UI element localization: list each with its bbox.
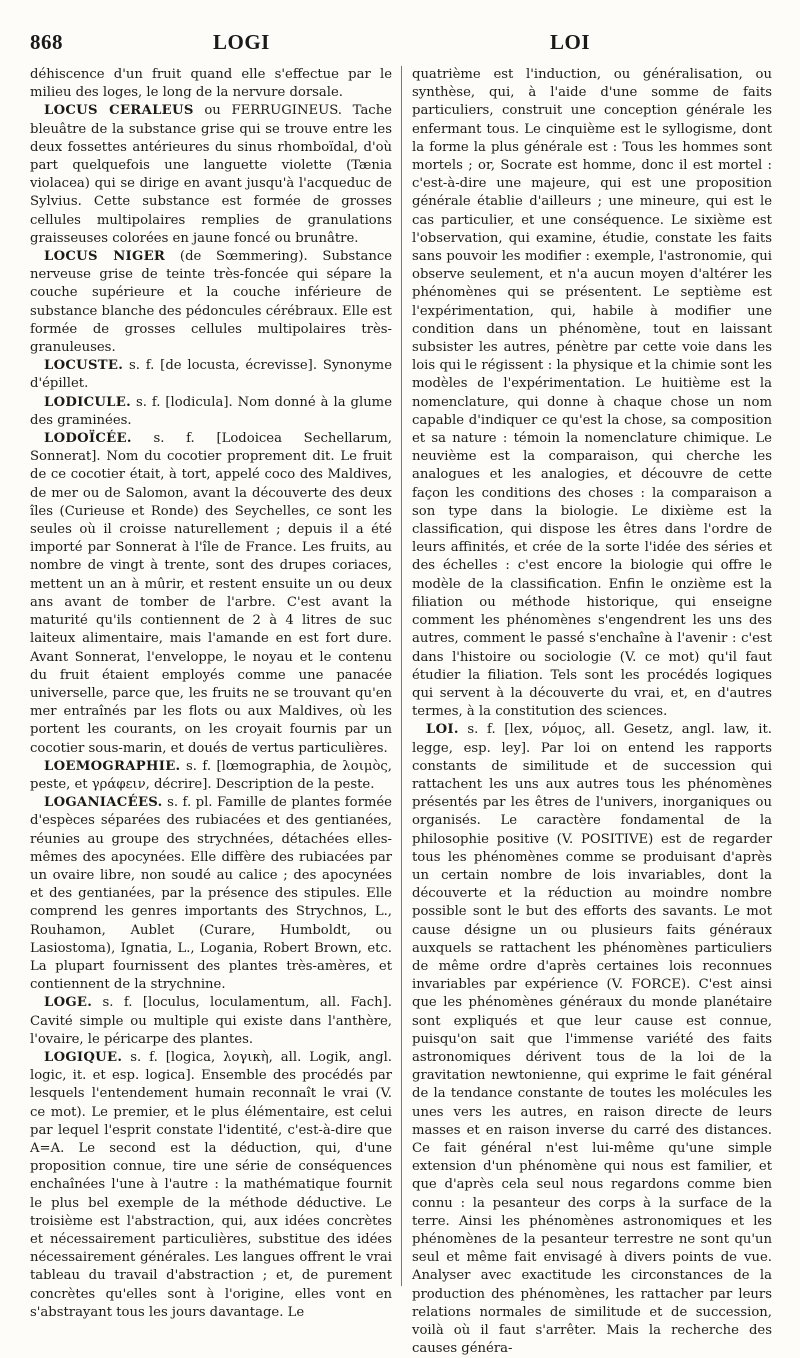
- dictionary-entry: [30, 357, 392, 393]
- continuation-paragraph: [412, 66, 772, 721]
- entry-body: s. f. [logica, λογικὴ, all. Logik, angl. logic, it. et esp. logica]. Ensemble des procédés par lesquels l'entendement humain reconnaît le vrai (V. ce mot). Le premier, et le plus élémentaire, est celui par lequel l'esprit constate l'identité, c'est-à-dire que A=A. Le second est la déduction, qui, d'une proposition connue, tire une série de conséquences enchaînées l'une à l'autre : la mathématique fournit le plus bel exemple de la méthode déductive. Le troisième est l'abstraction, qui, aux idées concrètes et nécessairement particulières, substitue des idées nécessairement générales. Les langues offrent le vrai tableau du travail d'abstraction ; et, de purement concrètes qu'elles sont à l'origine, elles vont en s'abstrayant tous les jours davantage. Le: [30, 1049, 392, 1320]
- right-running-head: LOI: [550, 30, 591, 54]
- dictionary-entry: [30, 102, 392, 248]
- entry-headword: LOGE.: [44, 995, 93, 1011]
- entry-headword: LODOÏCÉE.: [44, 431, 132, 447]
- continuation-paragraph: [30, 66, 392, 102]
- dictionary-entry: [30, 794, 392, 994]
- right-column: [412, 66, 772, 1357]
- dictionary-entry: [30, 248, 392, 357]
- entry-body: s. f. pl. Famille de plantes formée d'espèces séparées des rubiacées et des gentianées, réunies au groupe des strychnées, détachées elles-mêmes des apocynées. Elle diffère des rubiacées par un ovaire libre, non soudé au calice ; des apocynées et des gentianées, par la présence des stipules. Elle comprend les genres importants des Strychnos, L., Rouhamon, Aublet (Curare, Humboldt, ou Lasiostoma), Ignatia, L., Logania, Robert Brown, etc. La plupart fournissent des plantes très-amères, et contiennent de la strychnine.: [30, 795, 392, 993]
- entry-body: quatrième est l'induction, ou généralisation, ou synthèse, qui, à l'aide d'une somme de faits particuliers, construit une conception générale les enfermant tous. Le cinquième est le syllogisme, dont la forme la plus générale est : Tous les hommes sont mortels ; or, Socrate est homme, donc il est mortel : c'est-à-dire une majeure, qui est une proposition générale établie d'ailleurs ; une mineure, qui est le cas particulier, et une conséquence. Le sixième est l'observation, qui examine, étudie, constate les faits sans pouvoir les modifier : exemple, l'astronomie, qui observe seulement, et n'a aucun moyen d'altérer les phénomènes qui se présentent. Le septième est l'expérimentation, qui, habile à modifier une condition dans un phénomène, tout en laissant subsister les autres, pénètre par cette voie dans les lois qui le régissent : la physique et la chimie sont les modèles de l'expérimentation. Le huitième est la nomenclature, qui donne à chaque chose un nom capable d'indiquer ce qu'est la chose, sa composition et sa nature : témoin la nomenclature chimique. Le neuvième est la comparaison, qui cherche les analogues et les analogies, et découvre de cette façon les conditions des choses : la comparaison a son type dans la biologie. Le dixième est la classification, qui dispose les êtres dans l'ordre de leurs affinités, et crée de la sorte l'idée des séries et des échelles : c'est encore la biologie qui offre le modèle de la classification. Enfin le onzième est la filiation ou méthode historique, qui enseigne comment les phénomènes s'engendrent les uns des autres, comment le passé s'enchaîne à l'avenir : c'est dans l'histoire ou sociologie (V. ce mot) qu'il faut étudier la filiation. Tels sont les procédés logiques qui servent à la découverte du vrai, et, en d'autres termes, à la constitution des sciences.: [412, 67, 772, 720]
- entry-headword: LOI.: [426, 722, 459, 738]
- entry-body: s. f. [Lodoicea Sechellarum, Sonnerat]. Nom du cocotier proprement dit. Le fruit de ce cocotier était, à tort, appelé coco des Maldives, de mer ou de Salomon, avant la découverte des deux îles (Curieuse et Ronde) des Seychelles, ce sont les seules où il croisse naturellement ; depuis il a été importé par Sonnerat à l'île de France. Les fruits, au nombre de vingt à trente, sont des drupes coriaces, mettent un an à mûrir, et restent ensuite un ou deux ans avant de tomber de l'arbre. C'est avant la maturité qu'ils contiennent de 2 à 4 litres de suc laiteux alimentaire, mais l'amande en est fort dure. Avant Sonnerat, l'enveloppe, le noyau et le contenu du fruit étaient employés comme une panacée universelle, parce que, les fruits ne se trouvant qu'en mer entraînés par les flots ou aux Maldives, où les portent les courants, on les croyait fournis par un cocotier sous-marin, et doués de vertus particulières.: [30, 431, 392, 756]
- entry-body: (de Sœmmering). Substance nerveuse grise de teinte très-foncée qui sépare la couche supérieure et la couche inférieure de substance blanche des pédoncules cérébraux. Elle est formée de grosses cellules multipolaires très-granuleuses.: [30, 249, 393, 356]
- dictionary-entry: [30, 994, 392, 1049]
- entry-headword: LOGIQUE.: [44, 1049, 123, 1065]
- column-divider: [401, 66, 402, 1286]
- dictionary-entry: [30, 758, 392, 794]
- dictionary-entry: [30, 1049, 392, 1322]
- dictionary-entry: [30, 394, 392, 430]
- entry-headword: LOGANIACÉES.: [44, 795, 163, 811]
- entry-headword: LOCUS NIGER: [44, 249, 166, 265]
- entry-headword: LOCUS CERALEUS: [44, 103, 194, 119]
- entry-body: ou FERRUGINEUS. Tache bleuâtre de la substance grise qui se trouve entre les deux fossettes antérieures du sinus rhomboïdal, d'où part quelquefois une languette violette (Tænia violacea) qui se dirige en avant jusqu'à l'acqueduc de Sylvius. Cette substance est formée de grosses cellules multipolaires remplies de granulations graisseuses colorées en jaune foncé ou brunâtre.: [30, 103, 392, 246]
- entry-body: déhiscence d'un fruit quand elle s'effectue par le milieu des loges, le long de la nervure dorsale.: [30, 67, 392, 101]
- dictionary-entry: [412, 721, 772, 1358]
- entry-body: s. f. [lodicula]. Nom donné à la glume des graminées.: [30, 394, 392, 428]
- left-column: [30, 66, 393, 1320]
- entry-body: s. f. [loculus, loculamentum, all. Fach]. Cavité simple ou multiple qui existe dans l'anthère, l'ovaire, le péricarpe des plantes.: [30, 995, 392, 1047]
- page-number: 868: [30, 30, 63, 54]
- entry-body: s. f. [lœmographia, de λοιμὸς, peste, et γράφειν, décrire]. Description de la peste.: [30, 758, 392, 792]
- left-running-head: LOGI: [213, 30, 270, 54]
- text-columns: [30, 66, 774, 1357]
- entry-headword: LODICULE.: [44, 394, 131, 410]
- running-header: [30, 30, 774, 66]
- entry-body: s. f. [lex, νόμος, all. Gesetz, angl. law, it. legge, esp. ley]. Par loi on entend les rapports constants de similitude et de succession qui rattachent les uns aux autres tous les phénomènes présentés par les êtres de l'univers, inorganiques ou organisés. Le caractère fondamental de la philosophie positive (V. POSITIVE) est de regarder tous les phénomènes comme se produisant d'après un certain nombre de lois invariables, dont la découverte et la réduction au moindre nombre possible sont le but des efforts des savants. Le mot cause désigne un ou plusieurs faits généraux auxquels se rattachent les phénomènes particuliers de même ordre d'après certaines lois reconnues invariables par expérience (V. FORCE). C'est ainsi que les phénomènes généraux du monde planétaire sont expliqués et que leur cause est connue, puisqu'on sait que l'immense variété des faits astronomiques dérivent tous de la loi de la gravitation newtonienne, qui exprime le fait général de la tendance constante de toutes les molécules les unes vers les autres, en raison directe de leurs masses et en raison inverse du carré des distances. Ce fait général n'est lui-même qu'une simple extension d'un phénomène qui nous est familier, et que d'après cela seul nous regardons comme bien connu : la pesanteur des corps à la surface de la terre. Ainsi les phénomènes astronomiques et les phénomènes de la pesanteur terrestre ne sont qu'un seul et même fait envisagé à divers points de vue. Analyser avec exactitude les circonstances de la production des phénomènes, les rattacher par leurs relations normales de similitude et de succession, voilà où il faut s'arrêter. Mais la recherche des causes généra-: [412, 722, 772, 1357]
- dictionary-entry: [30, 430, 392, 758]
- entry-headword: LOCUSTE.: [44, 358, 124, 374]
- entry-body: s. f. [de locusta, écrevisse]. Synonyme d'épillet.: [30, 358, 392, 392]
- entry-headword: LOEMOGRAPHIE.: [44, 758, 181, 774]
